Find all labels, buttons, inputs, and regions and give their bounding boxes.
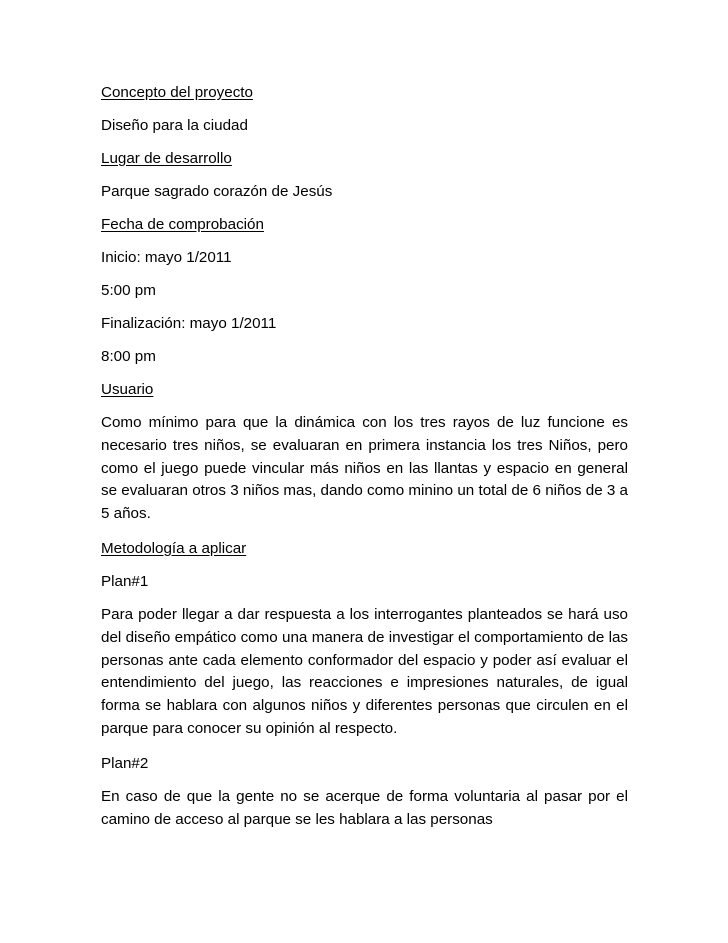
- location-heading: Lugar de desarrollo: [101, 150, 232, 167]
- document-page: [101, 82, 628, 843]
- concept-heading: Concepto del proyecto: [101, 84, 253, 101]
- location-value: Parque sagrado corazón de Jesús: [101, 183, 333, 200]
- start-date: Inicio: mayo 1/2011: [101, 249, 232, 266]
- date-heading: Fecha de comprobación: [101, 216, 264, 233]
- start-time: 5:00 pm: [101, 282, 156, 299]
- end-date: Finalización: mayo 1/2011: [101, 315, 277, 332]
- user-heading: Usuario: [101, 381, 154, 398]
- plan2-paragraph: En caso de que la gente no se acerque de forma voluntaria al pasar por el camino de acceso al parque se les hablara a las personas: [101, 787, 628, 828]
- method-heading: Metodología a aplicar: [101, 539, 247, 557]
- plan2-label: Plan#2: [101, 754, 149, 772]
- plan1-paragraph: Para poder llegar a dar respuesta a los interrogantes planteados se hará uso del diseño empático como una manera de investigar el comportamiento de las personas ante cada elemento conformador del espacio y poder así evaluar el entendimiento del juego, las reacciones e impresiones naturales, de igual forma se hablara con algunos niños y diferentes personas que circulen en el parque para conocer su opinión al respecto.: [101, 605, 628, 737]
- plan1-label: Plan#1: [101, 572, 149, 590]
- concept-value: Diseño para la ciudad: [101, 117, 248, 134]
- end-time: 8:00 pm: [101, 348, 156, 365]
- user-paragraph: Como mínimo para que la dinámica con los tres rayos de luz funcione es necesario tres niños, se evaluaran en primera instancia los tres Niños, pero como el juego puede vincular más niños en las llantas y espacio en general se evaluaran otros 3 niños mas, dando como minino un total de 6 niños de 3 a 5 años.: [101, 414, 628, 523]
